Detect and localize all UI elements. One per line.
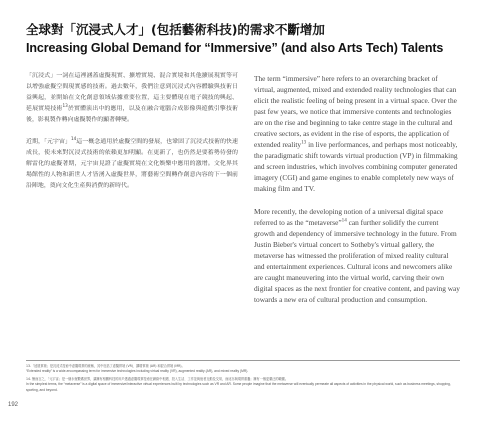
footnote-ref-13-zh: 13 — [62, 103, 68, 109]
en-paragraph-1 — [254, 73, 460, 195]
en-paragraph-1-tail: in live performances, and perhaps most noticeably, the paradigmatic shift towards virtual production (VP) in filmmaking and screen industries, which involves combining computer generated imagery (CGI) and game engines to enable completely new ways of making film and TV. — [254, 140, 458, 194]
footnote-divider — [26, 360, 460, 361]
zh-paragraph-1 — [26, 70, 238, 125]
chinese-text-column — [26, 70, 238, 202]
page-number: 192 — [8, 402, 19, 408]
english-text-column — [254, 73, 460, 316]
footnote-13-zh: 13.「延展實境」是沉浸式技術中虛擬現實的統稱，其中包括了虛擬實境 (VR)、擴增實境 (AR) 和混合實境 (MR)。 — [26, 364, 185, 368]
en-paragraph-2-tail: can further solidify the current growth and dependency of immersive technology in the future. From Justin Bieber's virtual concert to Sotheby's virtual gallery, the metaverse has witnessed the proliferation of mixed reality cultural and entertainment experiences. Cultural icons and newcomers alike are caught maneuvering into the virtual world, carving their own digital spaces as the next frontier for creative content, and paving way towards a new era of cultural production and consumption. — [254, 217, 460, 304]
footnote-ref-14-zh: 14 — [70, 136, 77, 142]
footnote-13-en: “Extended reality” is a wide-encompassing term for immersive technologies including virtual reality (VR), augmented reality (AR), and mixed reality (MR). — [26, 369, 249, 374]
en-paragraph-2 — [254, 206, 460, 305]
footnote-14-zh: 14. 簡而言之，「元宇宙」是一個永恆數碼世界，讓擁有相關科技的用戶透過虛擬現實技術在網絡中相遇、投入生活、工作並與他者互動及交易，而這亦與現實重疊；擁有一個更廣泛的範圍。 — [26, 376, 288, 381]
en-paragraph-1-text: The term “immersive” here refers to an overarching bracket of virtual, augmented, mixed and extended reality technologies that can elicit the realistic feeling of being present in a virtual space. Over the past few years, we notice that immersive contents and technologies are on the rise and beginning to take centre stage in the cultural and creative sectors, as evident in the rise of esports, the application of extended reality — [254, 74, 457, 150]
page-title-en: Increasing Global Demand for “Immersive” (and also Arts Tech) Talents — [26, 41, 444, 55]
footnotes — [26, 364, 460, 395]
footnote-13 — [26, 364, 460, 375]
en-paragraph-2-text: More recently, the developing notion of a universal digital space referred to as the “metaverse” — [254, 206, 444, 227]
footnote-ref-13-en: 13 — [301, 139, 307, 146]
footnote-ref-14-en: 14 — [341, 217, 347, 224]
zh-paragraph-2 — [26, 136, 238, 191]
footnote-14-en: In the simplest terms, the “metaverse” is a digital space of immersive/interactive virtual experiences built by technologies such as VR and AR. Some people imagine that the metaverse will eventually permeate all aspects of activities in the physical world, such as business meetings, shopping, sporting, and beyond. — [26, 382, 451, 392]
footnote-14 — [26, 377, 460, 393]
zh-paragraph-1-text: 「沉浸式」一詞在這裡涵蓋虛擬現實、擴增實境、混合實境和其他擴展現實等可以增強虛擬空間現實感的技術。過去數年，我們注意到沉浸式內容體驗與技術日益興起，並開始在文化創意領域佔據重要位置，這主要體現在電子競技的興起、延展實境技術 — [26, 72, 238, 113]
zh-paragraph-2-tail: 這一概念通用於虛擬空間的發展，也鞏固了沉浸式技術的快速成長，使未來對沉浸式技術的依賴更加明顯。在更新了，也仍然是要蓄勢待發的解雷化的虛擬著期，元宇宙見證了虛擬實境在文化娛樂中應用的激增。文化界其場館性的人物和新世人才皆湧入虛擬世界，將藝術空間轉作創意內容的下一個前沿陣地，奠向文化生產與消費的新時代。 — [26, 138, 238, 190]
zh-paragraph-1-tail: 於實體演出中的應用，以及在融合電腦合成影像與遊戲引擎技術後，影視製作轉向虛擬製作的顯著轉變。 — [26, 105, 238, 124]
zh-paragraph-2-text: 近期，「元宇宙」 — [26, 138, 71, 146]
page-title-zh: 全球對「沉浸式人才」(包括藝術科技)的需求不斷增加 — [26, 22, 325, 37]
